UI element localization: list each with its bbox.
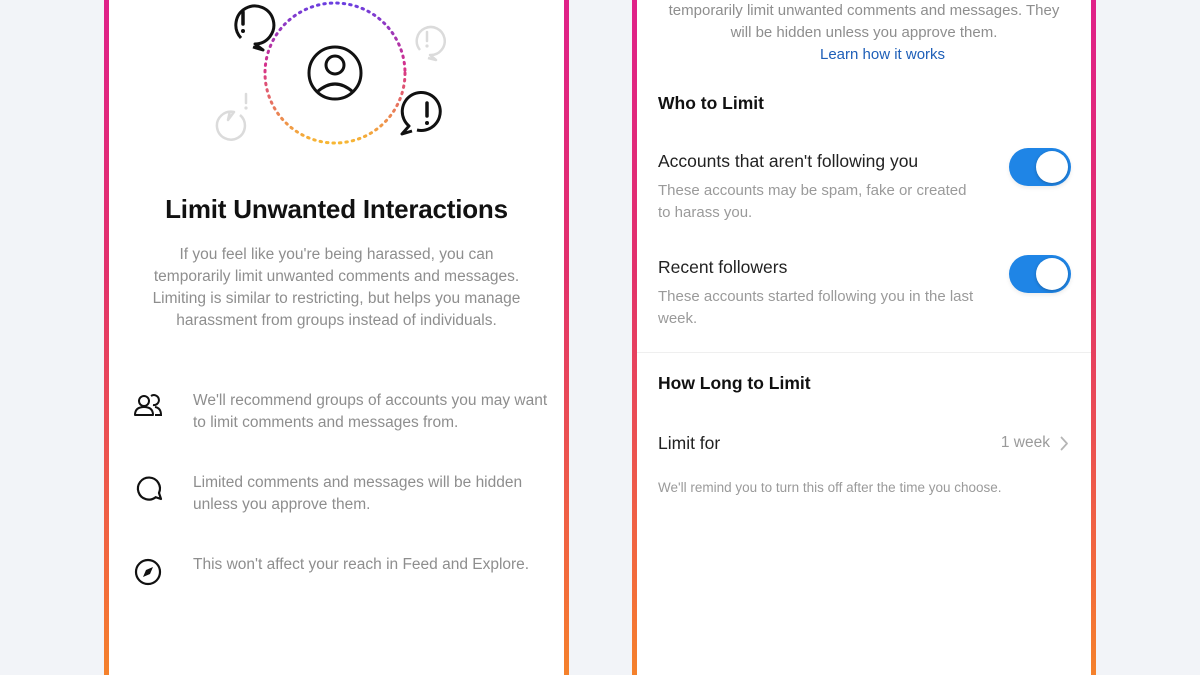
phone-frame-left <box>104 0 569 675</box>
comment-bubble-icon <box>131 472 167 504</box>
chevron-right-icon <box>1060 436 1069 451</box>
how-long-heading: How Long to Limit <box>658 373 811 393</box>
top-description <box>637 0 1091 44</box>
people-icon <box>131 390 167 422</box>
alert-bubble-icon <box>417 27 445 60</box>
option-desc-recent-followers: These accounts started following you in the last week. <box>658 288 974 327</box>
info-text: We'll recommend groups of accounts you may want to limit comments and messages from. <box>193 392 548 431</box>
toggle-knob <box>1036 258 1068 290</box>
phone-frame-right <box>632 0 1096 675</box>
reminder-text: We'll remind you to turn this off after the time you choose. <box>658 480 1002 495</box>
info-item <box>131 472 551 516</box>
who-to-limit-heading: Who to Limit <box>658 93 764 113</box>
limit-intro-screen <box>109 0 564 675</box>
page-title: Limit Unwanted Interactions <box>165 194 508 224</box>
toggle-knob <box>1036 151 1068 183</box>
option-desc-non-followers: These accounts may be spam, fake or created to harass you. <box>658 182 967 221</box>
compass-icon <box>131 554 167 586</box>
toggle-non-followers[interactable] <box>1009 148 1071 186</box>
profile-icon <box>309 47 361 99</box>
limit-settings-screen <box>637 0 1091 675</box>
info-item <box>131 554 551 586</box>
section-divider <box>637 352 1091 353</box>
limit-for-row[interactable] <box>658 430 1069 456</box>
info-text: Limited comments and messages will be hidden unless you approve them. <box>193 474 523 513</box>
toggle-recent-followers[interactable] <box>1009 255 1071 293</box>
option-title-non-followers: Accounts that aren't following you <box>658 151 919 171</box>
alert-bubble-icon <box>402 92 440 134</box>
hero-illustration <box>109 0 564 160</box>
option-title-recent-followers: Recent followers <box>658 257 788 277</box>
alert-bubble-icon <box>236 6 274 50</box>
limit-for-value <box>1001 434 1069 452</box>
intro-text: If you feel like you're being harassed, you can temporarily limit unwanted comments and messages. Limiting is similar to restricting, but helps you manage harassment from groups instead of individuals. <box>152 246 521 329</box>
info-item <box>131 390 551 434</box>
info-text: This won't affect your reach in Feed and Explore. <box>193 556 530 573</box>
learn-how-link[interactable]: Learn how it works <box>820 46 946 63</box>
alert-bubble-icon <box>217 94 248 140</box>
limit-for-value-text: 1 week <box>1000 434 1050 451</box>
limit-for-label: Limit for <box>658 432 721 453</box>
top-description-text: temporarily limit unwanted comments and messages. They will be hidden unless you approve them. <box>668 2 1060 41</box>
